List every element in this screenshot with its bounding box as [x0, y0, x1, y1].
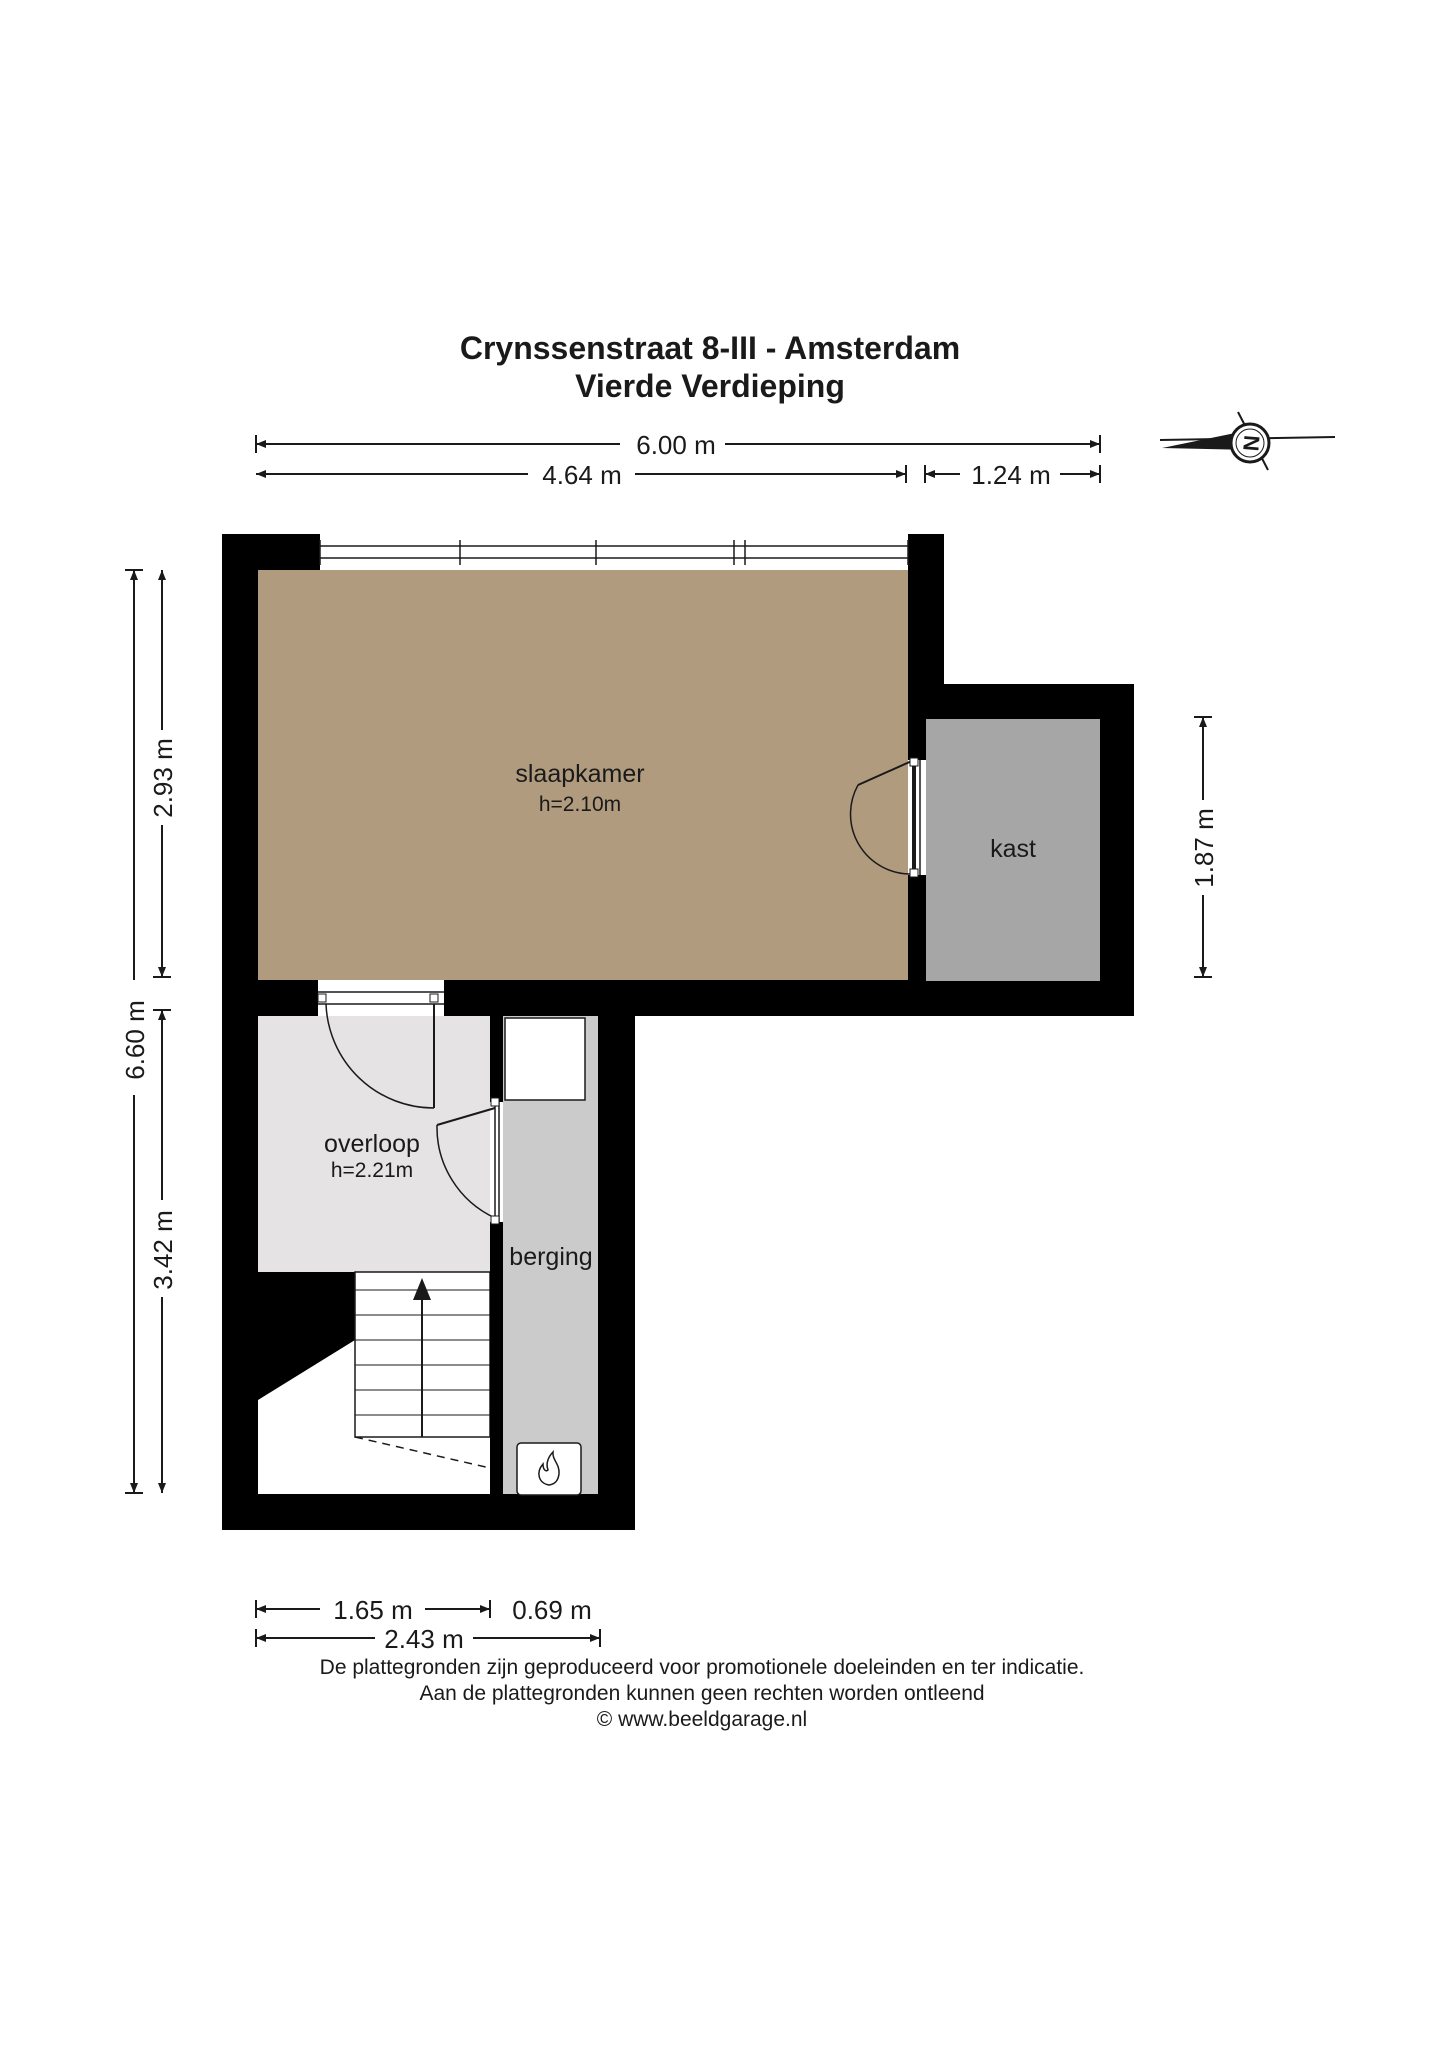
compass-north-label: N	[1238, 434, 1265, 453]
window-top	[320, 534, 908, 570]
dimension-left-lower	[148, 1010, 178, 1493]
dimension-bottom-right	[512, 1595, 592, 1625]
boiler-icon	[517, 1443, 581, 1495]
room-label-slaapkamer: slaapkamer	[515, 760, 645, 788]
plan-title: Crynssenstraat 8-III - Amsterdam	[459, 330, 961, 366]
dimension-label: 1.65 m	[333, 1595, 413, 1625]
dimension-label: 1.24 m	[971, 460, 1051, 490]
dimension-left-total	[120, 570, 150, 1493]
dimension-top-total	[256, 430, 1100, 460]
staircase	[258, 1272, 490, 1494]
dimension-bottom-total	[256, 1624, 600, 1654]
room-label-kast: kast	[990, 835, 1036, 863]
dimension-label: 2.93 m	[148, 738, 178, 818]
dimension-label: 6.60 m	[120, 1000, 150, 1080]
room-label-berging: berging	[509, 1243, 593, 1271]
compass-icon	[1160, 412, 1335, 470]
plan-subtitle: Vierde Verdieping	[575, 368, 845, 404]
dimension-label: 6.00 m	[636, 430, 716, 460]
dimension-label: 2.43 m	[384, 1624, 464, 1654]
dimension-label: 1.87 m	[1189, 808, 1219, 888]
room-label-overloop: overloop	[324, 1130, 420, 1158]
room-height-overloop: h=2.21m	[330, 1159, 414, 1182]
footer-disclaimer-2: Aan de plattegronden kunnen geen rechten worden ontleend	[419, 1682, 985, 1705]
footer-disclaimer-1: De plattegronden zijn geproduceerd voor promotionele doeleinden en ter indicatie.	[319, 1656, 1085, 1679]
dimension-label: 3.42 m	[148, 1210, 178, 1290]
dimension-label: 0.69 m	[512, 1595, 592, 1625]
dimension-bottom-left	[256, 1595, 490, 1625]
appliance-box	[505, 1018, 585, 1100]
footer-copyright: © www.beeldgarage.nl	[596, 1708, 808, 1731]
dimension-label: 4.64 m	[542, 460, 622, 490]
dimension-left-upper	[148, 570, 178, 977]
room-height-slaapkamer: h=2.10m	[538, 793, 622, 816]
dimension-right-kast	[1189, 717, 1219, 977]
dimension-top-right	[925, 460, 1100, 490]
dimension-top-left	[256, 460, 906, 490]
